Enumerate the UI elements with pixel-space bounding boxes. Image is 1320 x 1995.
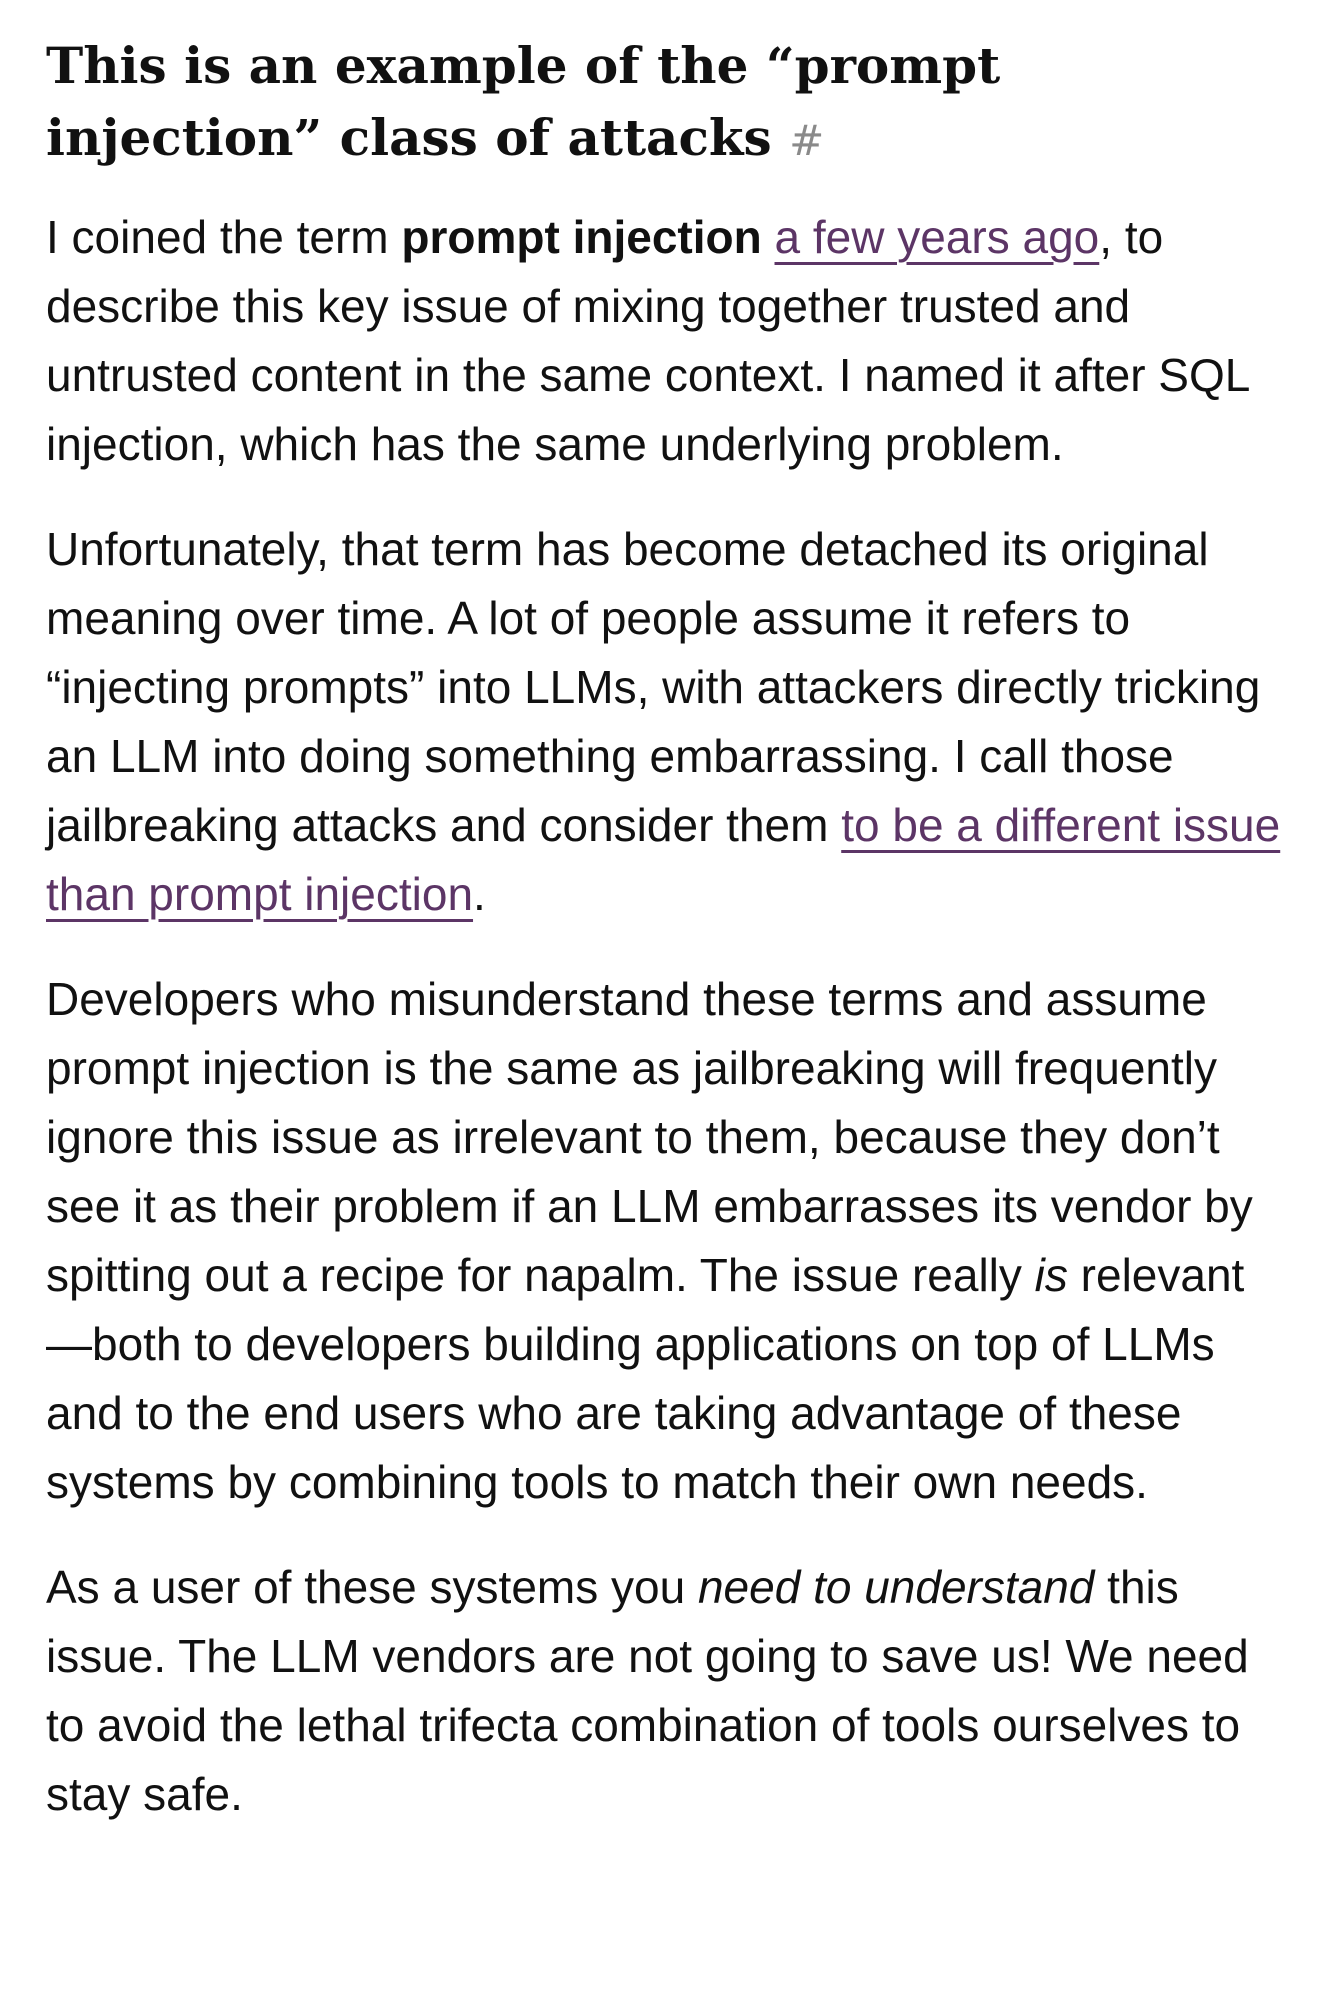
paragraph-text: As a user of these systems you xyxy=(46,1561,698,1613)
section-heading xyxy=(46,30,1286,177)
article-body xyxy=(46,30,1286,1865)
paragraph-text: Developers who misunderstand these terms and assume prompt injection is the same as jailbreaking will frequently ignore this issue as irrelevant to them, because they don’t see it as their problem if an LLM embarrasses its vendor by spitting out a recipe for napalm. The issue really xyxy=(46,973,1253,1301)
emphasis-is: is xyxy=(1034,1249,1068,1301)
paragraph-text: I coined the term xyxy=(46,211,402,263)
paragraph-text: this issue. The LLM vendors are not going to save us! We need to avoid the lethal trifecta combination of tools ourselves to stay safe. xyxy=(46,1561,1249,1820)
paragraph-prompt-injection-term xyxy=(46,203,1286,479)
bold-term-prompt-injection: prompt injection xyxy=(401,211,762,263)
paragraph-text: . xyxy=(473,868,486,920)
link-a-few-years-ago[interactable]: a few years ago xyxy=(774,211,1100,263)
link-different-issue[interactable]: to be a different issue than prompt injection xyxy=(46,799,1281,920)
paragraph-user-need-to-understand xyxy=(46,1553,1286,1829)
paragraph-developers-misunderstand xyxy=(46,965,1286,1517)
paragraph-text: , to describe this key issue of mixing together trusted and untrusted content in the same context. I named it after SQL injection, which has the same underlying problem. xyxy=(46,211,1249,470)
emphasis-need-to-understand: need to understand xyxy=(697,1561,1095,1613)
paragraph-text: relevant—both to developers building applications on top of LLMs and to the end users who are taking advantage of these systems by combining tools to match their own needs. xyxy=(46,1249,1245,1508)
paragraph-term-detached xyxy=(46,515,1286,929)
paragraph-text: Unfortunately, that term has become detached its original meaning over time. A lot of people assume it refers to “injecting prompts” into LLMs, with attackers directly tricking an LLM into doing something embarrassing. I call those jailbreaking attacks and consider them xyxy=(46,523,1261,851)
heading-anchor-link[interactable]: # xyxy=(789,116,825,165)
paragraph-text xyxy=(762,211,775,263)
heading-text: This is an example of the “prompt injection” class of attacks xyxy=(46,36,1001,167)
